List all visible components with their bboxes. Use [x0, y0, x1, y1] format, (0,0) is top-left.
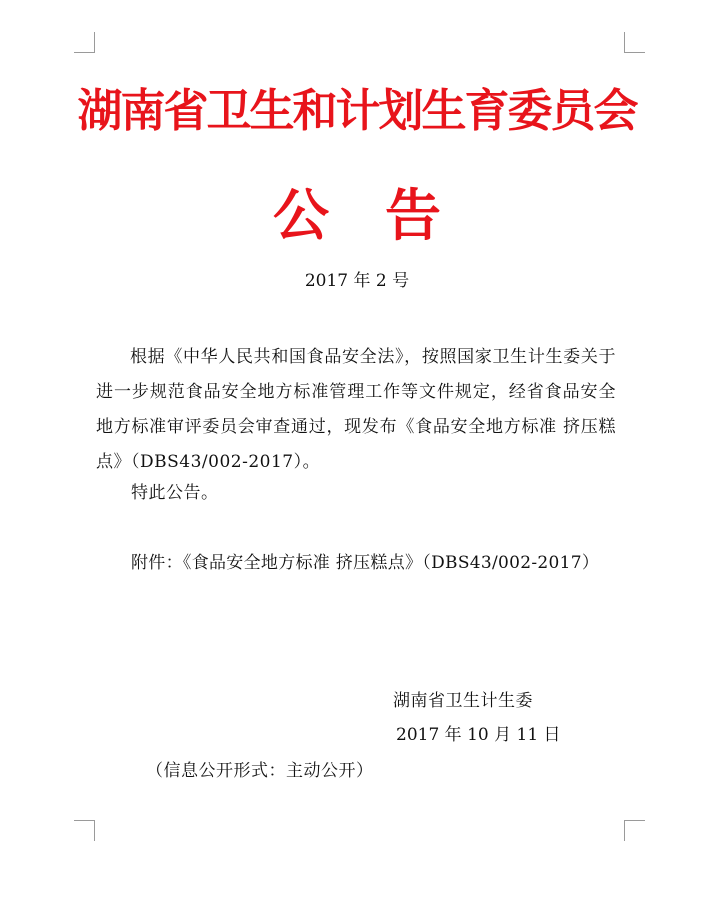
crop-mark-top-right — [624, 32, 645, 53]
crop-mark-bottom-left — [74, 820, 95, 841]
special-notice-text: 特此公告。 — [131, 483, 219, 503]
issuing-agency-heading: 湖南省卫生和计划生育委员会 — [77, 84, 637, 137]
issue-date: 2017 年 10 月 11 日 — [396, 725, 561, 745]
notice-body-paragraph: 根据《中华人民共和国食品安全法》，按照国家卫生计生委关于进一步规范食品安全地方标准管理工作等文件规定，经省食品安全地方标准审评委员会审查通过，现发布《食品安全地方标准 挤压糕点》（DBS43/002-2017）。 — [96, 347, 616, 472]
notice-number: 2017 年 2 号 — [304, 271, 410, 291]
crop-mark-top-left — [74, 32, 95, 53]
notice-title: 公 告 — [273, 184, 441, 249]
crop-mark-bottom-right — [624, 820, 645, 841]
attachment-line: 附件：《食品安全地方标准 挤压糕点》（DBS43/002-2017） — [131, 553, 600, 573]
disclosure-form-note: （信息公开形式：主动公开） — [146, 761, 374, 781]
issuer-signature: 湖南省卫生计生委 — [393, 691, 533, 711]
